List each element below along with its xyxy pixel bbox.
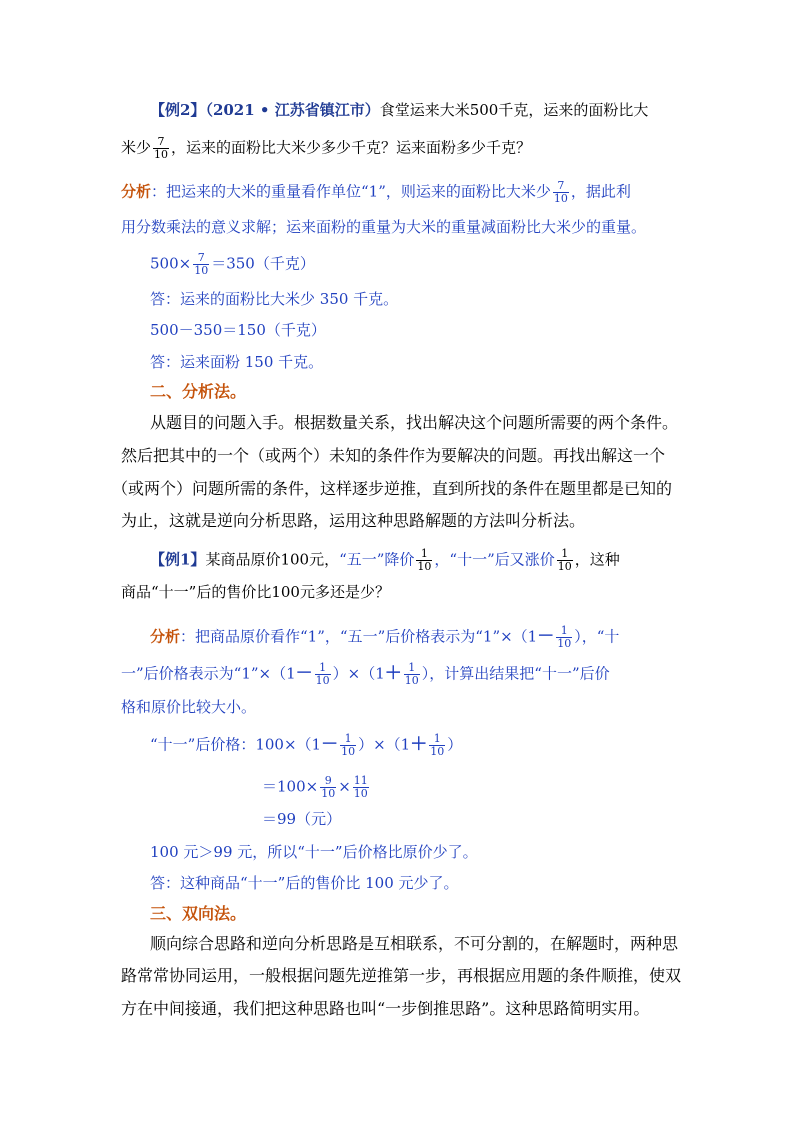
fraction — [557, 548, 573, 573]
question-text: “五一”降价 — [339, 550, 415, 569]
fraction-denominator: 10 — [557, 560, 572, 573]
section2-paragraph-line: （或两个）问题所需的条件，这样逐步逆推，直到所找的条件在题里都是已知的 — [112, 479, 673, 498]
section2-paragraph-line: 为止，这就是逆向分析思路，运用这种思路解题的方法叫分析法。 — [121, 511, 586, 530]
example2-answer2 — [150, 352, 323, 372]
fraction-numerator: 1 — [408, 661, 416, 674]
example1-conclusion — [150, 842, 478, 862]
example1-answer — [150, 873, 459, 893]
example1-calc-line2 — [262, 775, 371, 800]
analysis-text: ：把运来的大米的重量看作单位“1”，则运来的面粉比大米少 — [151, 182, 551, 201]
fraction-denominator: 10 — [430, 745, 445, 758]
fraction — [353, 775, 369, 800]
example2-question-line2 — [121, 136, 531, 161]
example1-analysis-line3 — [121, 697, 256, 717]
fraction — [340, 733, 356, 758]
section3-paragraph-line: 方在中间接通，我们把这种思路也叫“一步倒推思路”。这种思路简明实用。 — [121, 999, 650, 1018]
section-heading: 三、双向法。 — [150, 904, 247, 923]
fraction-denominator: 10 — [154, 148, 169, 161]
calc-text: ＝100× — [262, 777, 319, 796]
example1-question-line1 — [150, 548, 620, 573]
fraction-numerator: 1 — [420, 547, 428, 560]
plus-sign: ＋ — [384, 663, 402, 684]
section3-paragraph-line: 路常常协同运用，一般根据问题先逆推第一步，再根据应用题的条件顺推，使双 — [121, 966, 682, 985]
fraction-denominator: 10 — [353, 787, 368, 800]
fraction-numerator: 1 — [319, 661, 327, 674]
calc-text: “十一”后价格：100×（1 — [150, 735, 322, 754]
calc-text: ＝350（千克） — [211, 254, 315, 273]
fraction-denominator: 10 — [417, 560, 432, 573]
calc-text: 500－350＝150（千克） — [150, 321, 326, 339]
example-tag: 【例2】 — [150, 101, 206, 119]
example-tag: 【例1】 — [150, 550, 206, 569]
example1-calc-line3 — [262, 809, 341, 829]
fraction-denominator: 10 — [553, 192, 568, 205]
calc-text: × — [338, 777, 351, 796]
calc-text: ＝99（元） — [262, 810, 342, 828]
analysis-text: ，据此利 — [570, 182, 631, 201]
fraction — [553, 180, 569, 205]
fraction — [556, 625, 572, 650]
fraction-numerator: 7 — [197, 251, 205, 264]
example2-question-line1 — [150, 100, 648, 120]
example2-answer1 — [150, 289, 398, 309]
example2-calc2 — [150, 320, 326, 340]
analysis-text: 格和原价比较大小。 — [121, 698, 257, 716]
fraction — [315, 662, 331, 687]
calc-text: ）×（1 — [358, 735, 411, 754]
fraction-numerator: 1 — [344, 732, 352, 745]
example1-calc-line1 — [150, 733, 462, 758]
minus-sign: － — [537, 626, 555, 647]
section2-paragraph-line: 然后把其中的一个（或两个）未知的条件作为要解决的问题。再找出解这一个 — [121, 446, 666, 465]
analysis-text: ）×（1 — [332, 664, 385, 683]
analysis-label: 分析 — [150, 627, 181, 646]
fraction-numerator: 9 — [324, 774, 332, 787]
fraction — [320, 775, 336, 800]
section3-paragraph-line: 顺向综合思路和逆向分析思路是互相联系，不可分割的，在解题时，两种思 — [150, 934, 679, 953]
example2-calc1 — [150, 252, 315, 277]
question-text: ，运来的面粉比大米少多少千克？运来面粉多少千克？ — [171, 138, 532, 157]
question-text: 某商品原价100元， — [205, 550, 340, 569]
fraction-numerator: 1 — [560, 624, 568, 637]
analysis-text: 一”后价格表示为“1”×（1 — [121, 664, 296, 683]
calc-text: 500× — [150, 254, 192, 273]
example2-analysis-line2 — [121, 217, 646, 237]
fraction-numerator: 1 — [561, 547, 569, 560]
question-text: ，这种 — [574, 550, 620, 569]
example1-analysis-line2 — [121, 662, 610, 687]
example2-analysis-line1 — [121, 180, 631, 205]
fraction-denominator: 10 — [315, 674, 330, 687]
fraction — [429, 733, 445, 758]
fraction-denominator: 10 — [341, 745, 356, 758]
answer-text: 答：这种商品“十一”后的售价比 100 元少了。 — [150, 874, 459, 892]
section-heading: 二、分析法。 — [150, 382, 247, 401]
fraction-denominator: 10 — [557, 637, 572, 650]
example1-question-line2 — [121, 582, 390, 602]
question-text: 米少 — [121, 138, 152, 157]
answer-text: 答：运来的面粉比大米少 350 千克。 — [150, 290, 399, 308]
fraction-numerator: 7 — [157, 135, 165, 148]
minus-sign: － — [321, 734, 339, 755]
fraction-denominator: 10 — [194, 264, 209, 277]
example-source: （2021 • 江苏省镇江市） — [205, 101, 380, 119]
plus-sign: ＋ — [410, 734, 428, 755]
fraction — [153, 136, 169, 161]
fraction-numerator: 1 — [433, 732, 441, 745]
fraction — [416, 548, 432, 573]
fraction-denominator: 10 — [404, 674, 419, 687]
example1-analysis-line1 — [150, 625, 619, 650]
minus-sign: － — [295, 663, 313, 684]
fraction — [404, 662, 420, 687]
question-text: 食堂运来大米500千克，运来的面粉比大 — [379, 101, 649, 119]
analysis-text: 用分数乘法的意义求解；运来面粉的重量为大米的重量减面粉比大米少的重量。 — [121, 218, 647, 236]
answer-text: 答：运来面粉 150 千克。 — [150, 353, 324, 371]
fraction-numerator: 7 — [557, 179, 565, 192]
section2-paragraph-line: 从题目的问题入手。根据数量关系，找出解决这个问题所需要的两个条件。 — [150, 413, 679, 432]
analysis-label: 分析 — [121, 182, 152, 201]
fraction-denominator: 10 — [321, 787, 336, 800]
calc-text: ） — [447, 735, 463, 754]
fraction — [193, 252, 209, 277]
analysis-text: ：把商品原价看作“1”，“五一”后价格表示为“1”×（1 — [180, 627, 538, 646]
question-text: ，“十一”后又涨价 — [434, 550, 555, 569]
question-text: 商品“十一”后的售价比100元多还是少？ — [121, 583, 390, 601]
fraction-numerator: 11 — [353, 774, 368, 787]
analysis-text: ），计算出结果把“十一”后价 — [421, 664, 610, 683]
analysis-text: ），“十 — [574, 627, 620, 646]
conclusion-text: 100 元＞99 元，所以“十一”后价格比原价少了。 — [150, 843, 478, 861]
